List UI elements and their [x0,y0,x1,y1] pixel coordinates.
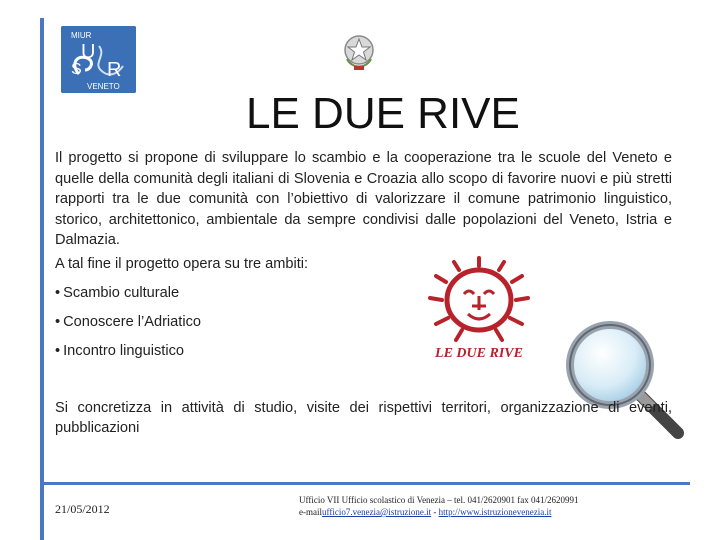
logo-bottom-text: VENETO [87,82,120,91]
footer-separator: - [431,507,439,517]
ambiti-list [55,283,201,370]
email-prefix: e-mail [299,507,322,517]
email-link[interactable]: ufficio7.venezia@istruzione.it [322,507,432,517]
lead-sentence: A tal fine il progetto opera su tre ambiti: [55,256,309,272]
logo-letter-s: S [71,61,82,78]
list-item: • Conoscere l’Adriatico [55,312,201,341]
website-link[interactable]: http://www.istruzionevenezia.it [438,507,552,517]
project-logo-caption: LE DUE RIVE [435,346,523,361]
list-item: • Scambio culturale [55,283,201,312]
usr-veneto-logo-graphic [61,26,136,93]
slide-frame-bottom [40,482,690,485]
footer-office [299,494,689,518]
intro-paragraph: Il progetto si propone di sviluppare lo scambio e la cooperazione tra le scuole del Veneto e quelle della comunità degli italiani di Slovenia e Croazia allo scopo di favorire nuovi e più stretti rapporti tra le due comunità con l’obiettivo di valorizzare il comune patrimonio linguistico, storico, architettonico, ambientale da sempre condivisi dalle popolazioni del Veneto, Istria e Dalmazia. [55,150,672,248]
usr-veneto-logo [61,26,136,93]
logo-letter-u: U [81,41,96,63]
logo-letter-r: R [107,59,122,81]
italian-republic-emblem-icon [342,33,376,73]
slide-frame-left [40,18,44,540]
list-item: • Incontro linguistico [55,341,201,370]
page-title: LE DUE RIVE [246,89,520,138]
footer-date: 21/05/2012 [55,502,110,516]
logo-top-text: MIUR [71,31,92,40]
footer-office-line: Ufficio VII Ufficio scolastico di Venezia – tel. 041/2620901 fax 041/2620991 [299,495,579,505]
closing-paragraph: Si concretizza in attività di studio, visite dei rispettivi territori, organizzazione di eventi, pubblicazioni [55,400,672,436]
footer-contacts [299,506,689,518]
